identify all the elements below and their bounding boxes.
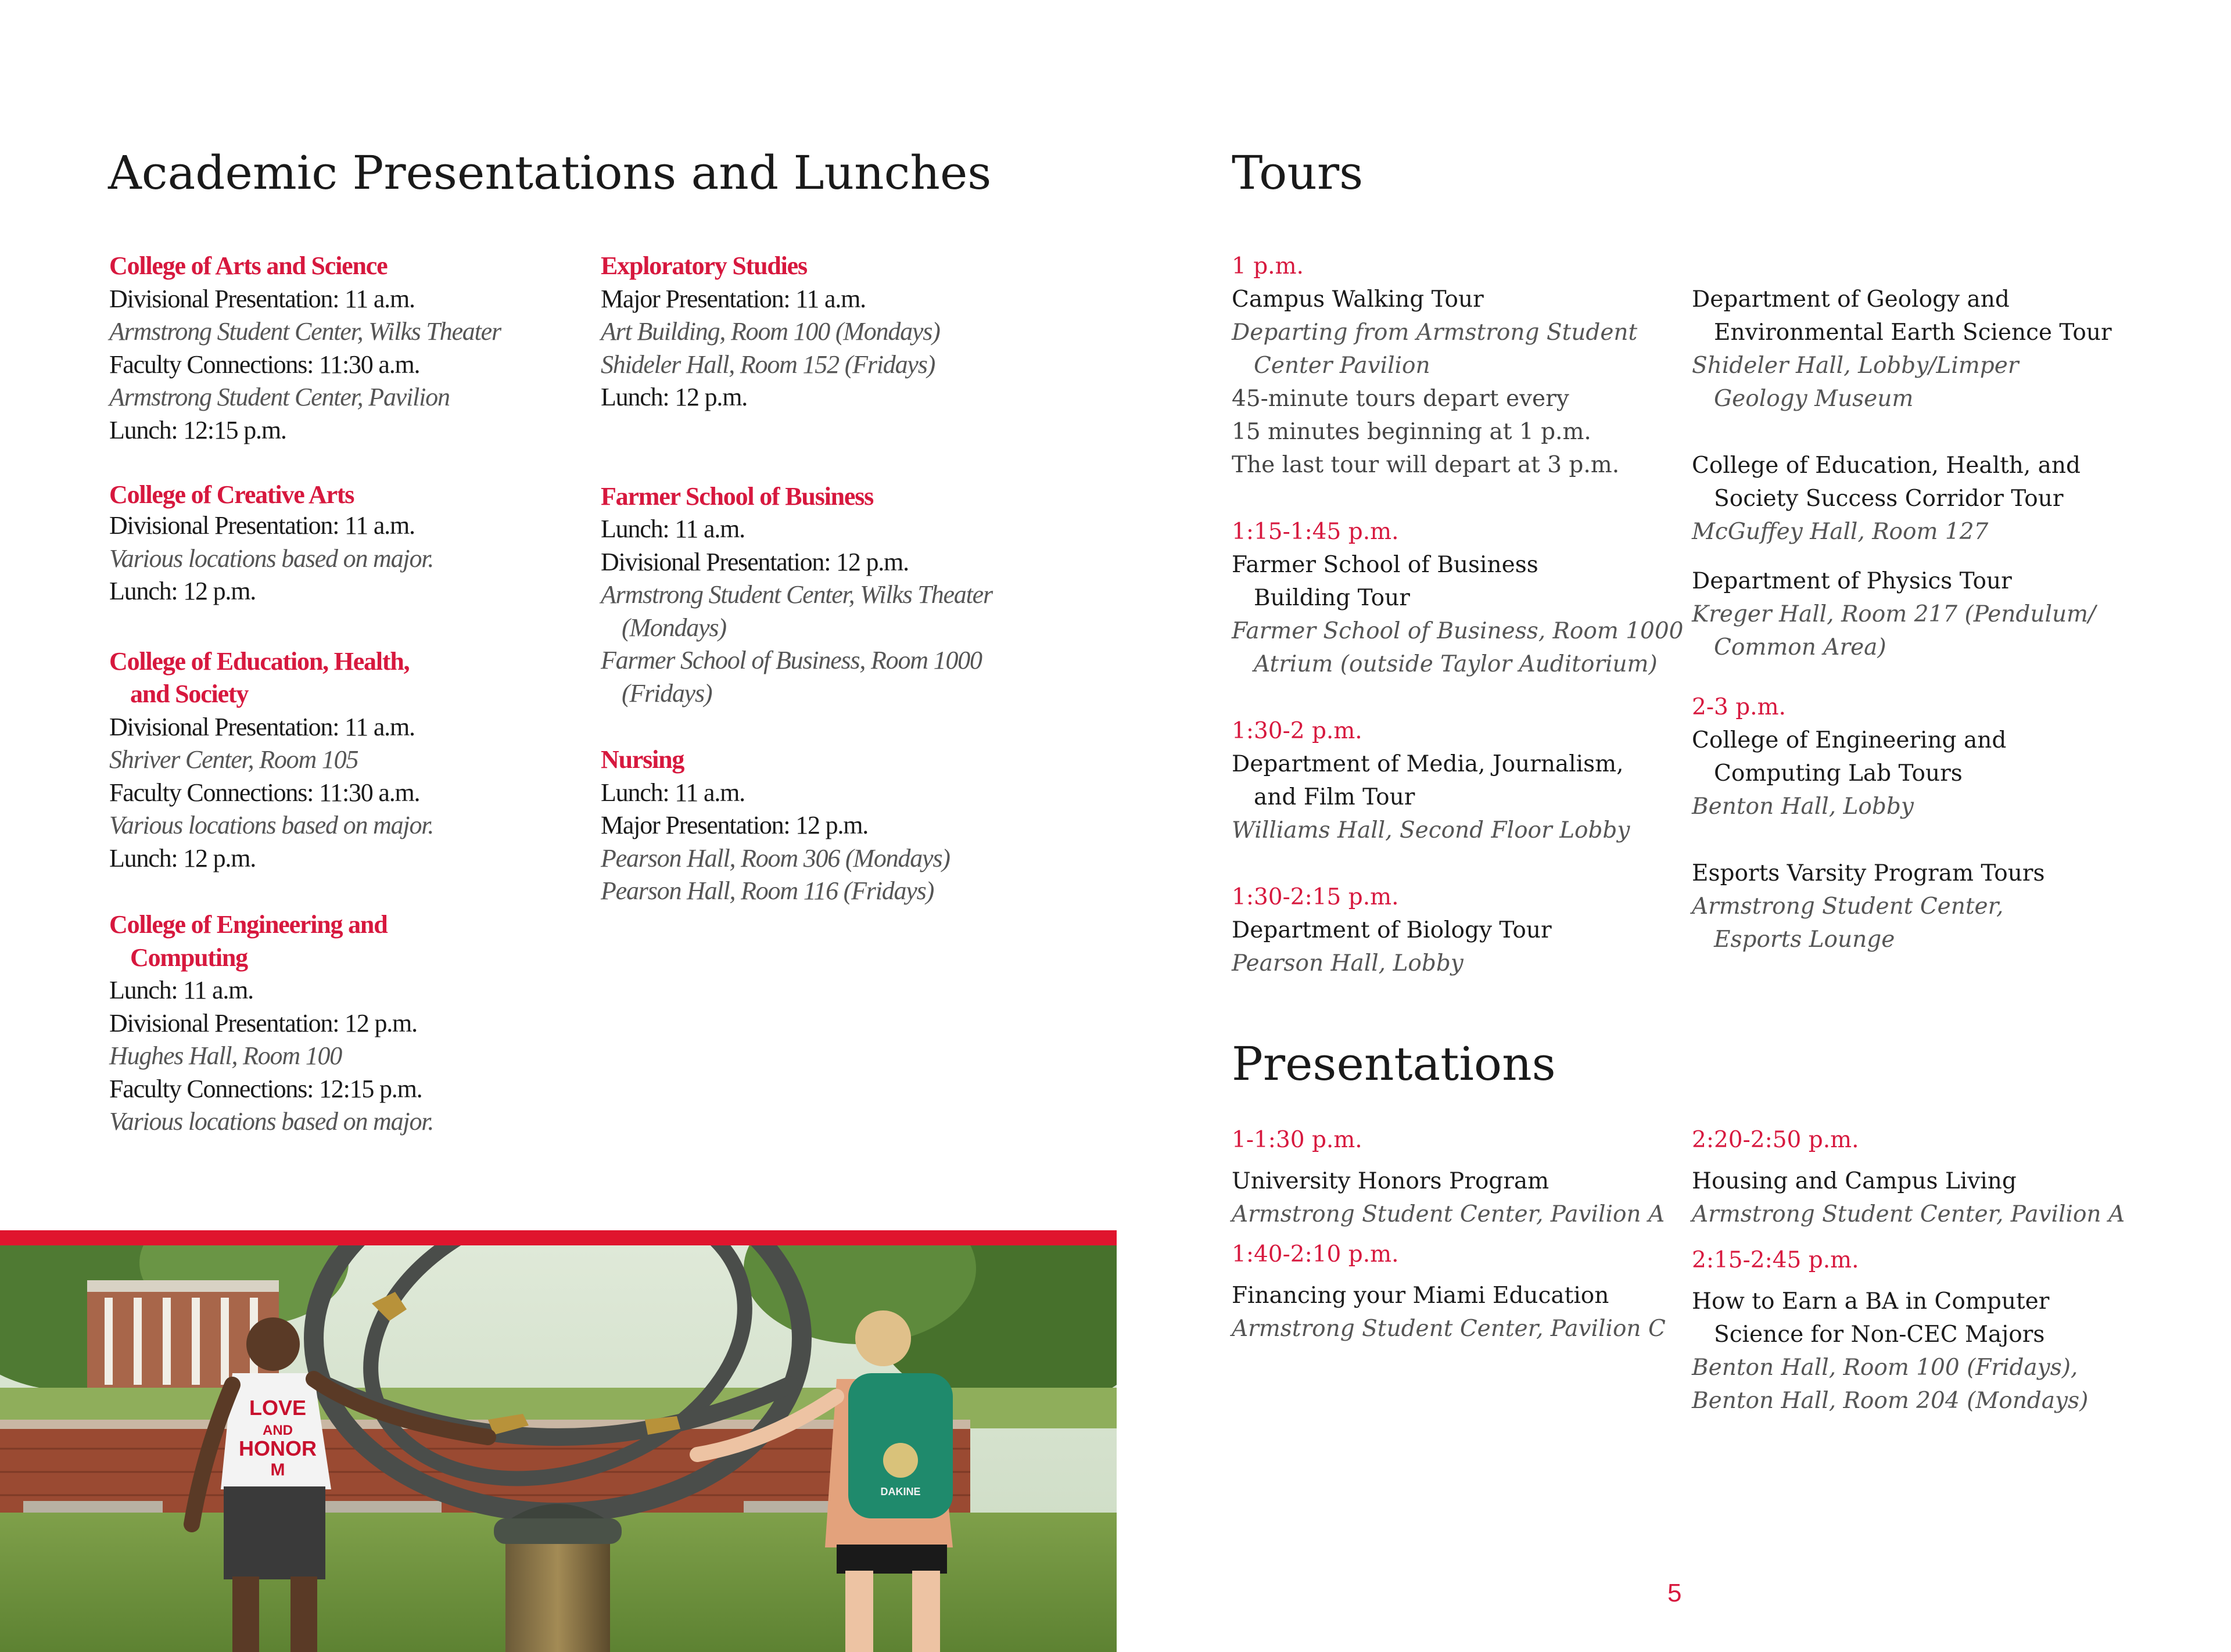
campus-photo (0, 1230, 1117, 1652)
tour-name: College of Engineering and (1692, 727, 2007, 753)
tour-time: 2-3 p.m. (1692, 694, 1786, 720)
engineering-location: Hughes Hall, Room 100 (109, 1042, 342, 1070)
creative-arts-heading: College of Creative Arts (109, 480, 354, 509)
tour-name: Building Tour (1254, 585, 1410, 611)
tour-location: Farmer School of Business, Room 1000 (1232, 618, 1684, 644)
tour-name: and Film Tour (1254, 784, 1415, 810)
tour-time: 1:30-2:15 p.m. (1232, 884, 1399, 910)
farmer-location: Armstrong Student Center, Wilks Theater (601, 580, 992, 609)
education-heading: College of Education, Health, (109, 647, 410, 676)
farmer-location-cont: (Fridays) (622, 678, 712, 708)
tour-location: Common Area) (1714, 634, 1886, 660)
education-heading-cont: and Society (130, 680, 249, 708)
tour-name: Society Success Corridor Tour (1714, 486, 2064, 512)
arts-science-line: Faculty Connections: 11:30 a.m. (109, 350, 420, 379)
tour-location: Williams Hall, Second Floor Lobby (1232, 817, 1630, 843)
arts-science-heading: College of Arts and Science (109, 252, 388, 280)
nursing-heading: Nursing (601, 745, 684, 774)
exploratory-location: Art Building, Room 100 (Mondays) (601, 317, 940, 346)
engineering-line: Faculty Connections: 12:15 p.m. (109, 1074, 422, 1103)
tour-description: 45-minute tours depart every (1232, 386, 1569, 412)
photo-illustration (0, 1245, 1117, 1652)
backpack-brand: DAKINE (880, 1486, 921, 1497)
tour-location: Pearson Hall, Lobby (1232, 950, 1464, 976)
tour-name: Department of Physics Tour (1692, 568, 2012, 594)
creative-arts-location: Various locations based on major. (109, 544, 434, 573)
tour-name: Environmental Earth Science Tour (1714, 319, 2112, 346)
nursing-location: Pearson Hall, Room 116 (Fridays) (601, 877, 934, 905)
presentation-name: Housing and Campus Living (1692, 1168, 2017, 1194)
tour-name: College of Education, Health, and (1692, 452, 2081, 479)
farmer-heading: Farmer School of Business (601, 482, 874, 511)
exploratory-heading: Exploratory Studies (601, 252, 807, 280)
tour-location: Esports Lounge (1714, 926, 1895, 953)
farmer-location-cont: (Mondays) (622, 613, 726, 642)
presentations-col-2 (1692, 1123, 2203, 1417)
creative-arts-line: Lunch: 12 p.m. (109, 577, 256, 605)
tour-location: Benton Hall, Lobby (1692, 793, 1914, 820)
engineering-line: Divisional Presentation: 12 p.m. (109, 1008, 417, 1037)
tour-location: Shideler Hall, Lobby/Limper (1692, 353, 2019, 379)
tour-name: Computing Lab Tours (1714, 760, 1963, 787)
exploratory-location: Shideler Hall, Room 152 (Fridays) (601, 350, 935, 379)
engineering-heading: College of Engineering and (109, 910, 388, 939)
tour-location: Atrium (outside Taylor Auditorium) (1254, 651, 1658, 677)
engineering-line: Lunch: 11 a.m. (109, 976, 253, 1004)
tour-location: Departing from Armstrong Student (1232, 319, 1638, 346)
presentation-time: 2:20-2:50 p.m. (1692, 1127, 1859, 1153)
tour-time: 1:30-2 p.m. (1232, 718, 1362, 744)
tours-col-2 (1692, 283, 2203, 956)
education-line: Lunch: 12 p.m. (109, 843, 256, 872)
academic-col-1 (109, 250, 574, 1139)
presentation-name: Science for Non-CEC Majors (1714, 1321, 2045, 1348)
presentation-location: Armstrong Student Center, Pavilion A (1232, 1201, 1665, 1227)
tour-description: The last tour will depart at 3 p.m. (1232, 452, 1620, 478)
education-line: Faculty Connections: 11:30 a.m. (109, 778, 420, 807)
tour-name: Farmer School of Business (1232, 552, 1538, 578)
arts-science-location: Armstrong Student Center, Wilks Theater (109, 317, 501, 346)
tour-name: Department of Biology Tour (1232, 917, 1552, 943)
shirt-logo: M (270, 1460, 285, 1479)
farmer-line: Lunch: 11 a.m. (601, 515, 745, 543)
sundial-scene-illustration (0, 1245, 1117, 1652)
tour-name: Campus Walking Tour (1232, 286, 1484, 313)
presentation-location: Benton Hall, Room 204 (Mondays) (1692, 1388, 2089, 1414)
tour-location: Geology Museum (1714, 386, 1914, 412)
exploratory-line: Lunch: 12 p.m. (601, 383, 748, 411)
presentation-time: 1:40-2:10 p.m. (1232, 1241, 1399, 1267)
education-location: Shriver Center, Room 105 (109, 745, 358, 774)
tour-location: Center Pavilion (1254, 353, 1430, 379)
presentation-name: Financing your Miami Education (1232, 1283, 1609, 1309)
presentation-time: 1-1:30 p.m. (1232, 1127, 1362, 1153)
exploratory-line: Major Presentation: 11 a.m. (601, 284, 866, 313)
tours-col-1 (1232, 250, 1685, 980)
presentation-location: Benton Hall, Room 100 (Fridays), (1692, 1355, 2078, 1381)
tour-location: Kreger Hall, Room 217 (Pendulum/ (1692, 601, 2096, 627)
presentation-time: 2:15-2:45 p.m. (1692, 1247, 1859, 1273)
presentation-name: How to Earn a BA in Computer (1692, 1288, 2050, 1315)
presentations-title: Presentations (1232, 1037, 1556, 1091)
education-line: Divisional Presentation: 11 a.m. (109, 712, 415, 741)
tour-location: Armstrong Student Center, (1692, 893, 2004, 920)
tour-name: Esports Varsity Program Tours (1692, 860, 2045, 886)
nursing-location: Pearson Hall, Room 306 (Mondays) (601, 843, 950, 872)
presentation-name: University Honors Program (1232, 1168, 1549, 1194)
presentation-location: Armstrong Student Center, Pavilion C (1232, 1316, 1666, 1342)
presentation-location: Armstrong Student Center, Pavilion A (1692, 1201, 2125, 1227)
tour-time: 1 p.m. (1232, 253, 1304, 279)
farmer-line: Divisional Presentation: 12 p.m. (601, 547, 909, 576)
presentations-col-1 (1232, 1123, 1685, 1345)
arts-science-line: Lunch: 12:15 p.m. (109, 415, 286, 444)
tour-location: McGuffey Hall, Room 127 (1692, 519, 1989, 545)
tours-title: Tours (1232, 146, 1364, 200)
arts-science-location: Armstrong Student Center, Pavilion (109, 383, 450, 411)
creative-arts-line: Divisional Presentation: 11 a.m. (109, 511, 415, 540)
tour-name: Department of Media, Journalism, (1232, 751, 1624, 777)
shirt-text: HONOR (239, 1436, 317, 1460)
photo-accent-bar (0, 1230, 1117, 1245)
engineering-heading-cont: Computing (130, 943, 248, 972)
tour-description: 15 minutes beginning at 1 p.m. (1232, 419, 1591, 445)
tour-name: Department of Geology and (1692, 286, 2010, 313)
shirt-text: LOVE (249, 1396, 307, 1420)
nursing-line: Lunch: 11 a.m. (601, 778, 745, 807)
farmer-location: Farmer School of Business, Room 1000 (601, 646, 982, 674)
academic-title: Academic Presentations and Lunches (108, 146, 992, 200)
engineering-location: Various locations based on major. (109, 1107, 434, 1136)
nursing-line: Major Presentation: 12 p.m. (601, 811, 869, 839)
academic-col-2 (601, 250, 1066, 908)
arts-science-line: Divisional Presentation: 11 a.m. (109, 284, 415, 313)
education-location: Various locations based on major. (109, 811, 434, 839)
shirt-text: AND (263, 1423, 293, 1438)
page-number: 5 (1667, 1579, 1682, 1607)
tour-time: 1:15-1:45 p.m. (1232, 519, 1399, 545)
